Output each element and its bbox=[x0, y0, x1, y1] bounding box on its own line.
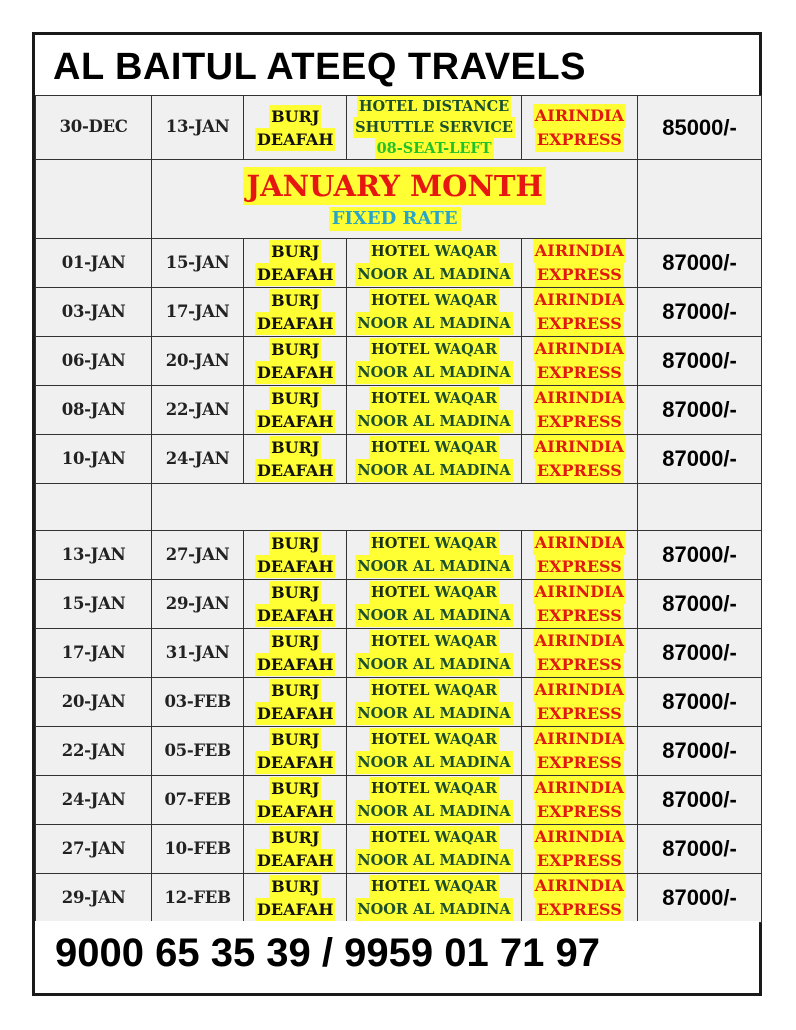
package-price: 87000/- bbox=[638, 580, 762, 629]
return-date: 27-JAN bbox=[152, 531, 244, 580]
departure-date: 27-JAN bbox=[36, 825, 152, 874]
return-date: 17-JAN bbox=[152, 288, 244, 337]
package-price: 87000/- bbox=[638, 874, 762, 923]
return-date: 31-JAN bbox=[152, 629, 244, 678]
makkah-hotel: BURJ DEAFAH bbox=[244, 629, 347, 678]
airline: AIRINDIA EXPRESS bbox=[521, 239, 637, 288]
schedule-table bbox=[35, 95, 762, 923]
makkah-hotel: BURJ DEAFAH bbox=[244, 288, 347, 337]
table-row bbox=[36, 825, 762, 874]
departure-date: 08-JAN bbox=[36, 386, 152, 435]
table-row bbox=[36, 288, 762, 337]
airline: AIRINDIA EXPRESS bbox=[521, 874, 637, 923]
month-banner-row bbox=[36, 160, 762, 239]
return-date: 12-FEB bbox=[152, 874, 244, 923]
seats-left-badge: 08-SEAT-LEFT bbox=[376, 140, 492, 157]
makkah-hotel: BURJ DEAFAH bbox=[244, 531, 347, 580]
contact-numbers: 9000 65 35 39 / 9959 01 71 97 bbox=[35, 921, 759, 993]
madina-hotel: HOTEL WAQAR NOOR AL MADINA bbox=[347, 678, 521, 727]
package-price: 85000/- bbox=[638, 96, 762, 160]
madina-hotel: HOTEL WAQAR NOOR AL MADINA bbox=[347, 435, 521, 484]
return-date: 20-JAN bbox=[152, 337, 244, 386]
table-row bbox=[36, 678, 762, 727]
makkah-hotel: BURJ DEAFAH bbox=[244, 825, 347, 874]
table-row bbox=[36, 580, 762, 629]
return-date: 10-FEB bbox=[152, 825, 244, 874]
madina-hotel: HOTEL WAQAR NOOR AL MADINA bbox=[347, 825, 521, 874]
month-title: JANUARY MONTH bbox=[243, 167, 546, 205]
departure-date: 22-JAN bbox=[36, 727, 152, 776]
package-price: 87000/- bbox=[638, 776, 762, 825]
airline: AIRINDIA EXPRESS bbox=[521, 96, 637, 160]
madina-hotel: HOTEL WAQAR NOOR AL MADINA bbox=[347, 239, 521, 288]
airline: AIRINDIA EXPRESS bbox=[521, 288, 637, 337]
return-date: 29-JAN bbox=[152, 580, 244, 629]
package-price: 87000/- bbox=[638, 288, 762, 337]
madina-hotel: HOTEL WAQAR NOOR AL MADINA bbox=[347, 288, 521, 337]
table-row bbox=[36, 239, 762, 288]
airline: AIRINDIA EXPRESS bbox=[521, 337, 637, 386]
return-date: 03-FEB bbox=[152, 678, 244, 727]
package-price: 87000/- bbox=[638, 678, 762, 727]
airline: AIRINDIA EXPRESS bbox=[521, 386, 637, 435]
departure-date: 13-JAN bbox=[36, 531, 152, 580]
madina-hotel: HOTEL WAQAR NOOR AL MADINA bbox=[347, 386, 521, 435]
madina-hotel: HOTEL WAQAR NOOR AL MADINA bbox=[347, 337, 521, 386]
airline: AIRINDIA EXPRESS bbox=[521, 727, 637, 776]
return-date: 05-FEB bbox=[152, 727, 244, 776]
makkah-hotel: BURJ DEAFAH bbox=[244, 678, 347, 727]
table-row bbox=[36, 337, 762, 386]
departure-date: 20-JAN bbox=[36, 678, 152, 727]
airline: AIRINDIA EXPRESS bbox=[521, 825, 637, 874]
airline: AIRINDIA EXPRESS bbox=[521, 435, 637, 484]
package-price: 87000/- bbox=[638, 825, 762, 874]
departure-date: 06-JAN bbox=[36, 337, 152, 386]
package-price: 87000/- bbox=[638, 386, 762, 435]
departure-date: 29-JAN bbox=[36, 874, 152, 923]
table-row bbox=[36, 531, 762, 580]
table-row bbox=[36, 629, 762, 678]
return-date: 13-JAN bbox=[152, 96, 244, 160]
madina-hotel: HOTEL WAQAR NOOR AL MADINA bbox=[347, 531, 521, 580]
package-price: 87000/- bbox=[638, 337, 762, 386]
month-banner bbox=[152, 160, 638, 239]
return-date: 24-JAN bbox=[152, 435, 244, 484]
airline: AIRINDIA EXPRESS bbox=[521, 678, 637, 727]
departure-date: 15-JAN bbox=[36, 580, 152, 629]
fixed-rate-label: FIXED RATE bbox=[329, 207, 461, 231]
madina-hotel: HOTEL WAQAR NOOR AL MADINA bbox=[347, 727, 521, 776]
makkah-hotel: BURJ DEAFAH bbox=[244, 580, 347, 629]
package-price: 87000/- bbox=[638, 435, 762, 484]
departure-date: 17-JAN bbox=[36, 629, 152, 678]
return-date: 07-FEB bbox=[152, 776, 244, 825]
madina-hotel: HOTEL WAQAR NOOR AL MADINA bbox=[347, 580, 521, 629]
departure-date: 30-DEC bbox=[36, 96, 152, 160]
departure-date: 03-JAN bbox=[36, 288, 152, 337]
table-row bbox=[36, 96, 762, 160]
table-row bbox=[36, 727, 762, 776]
table-row bbox=[36, 874, 762, 923]
makkah-hotel: BURJ DEAFAH bbox=[244, 776, 347, 825]
departure-date: 10-JAN bbox=[36, 435, 152, 484]
airline: AIRINDIA EXPRESS bbox=[521, 776, 637, 825]
makkah-hotel: BURJ DEAFAH bbox=[244, 874, 347, 923]
blank-separator-row bbox=[36, 484, 762, 531]
package-price: 87000/- bbox=[638, 727, 762, 776]
airline: AIRINDIA EXPRESS bbox=[521, 629, 637, 678]
madina-hotel: HOTEL DISTANCE SHUTTLE SERVICE 08-SEAT-LEFT bbox=[347, 96, 521, 160]
airline: AIRINDIA EXPRESS bbox=[521, 580, 637, 629]
table-row bbox=[36, 386, 762, 435]
makkah-hotel: BURJ DEAFAH bbox=[244, 386, 347, 435]
madina-hotel: HOTEL WAQAR NOOR AL MADINA bbox=[347, 776, 521, 825]
flyer-frame bbox=[32, 32, 762, 996]
table-row bbox=[36, 435, 762, 484]
return-date: 15-JAN bbox=[152, 239, 244, 288]
package-price: 87000/- bbox=[638, 239, 762, 288]
madina-hotel: HOTEL WAQAR NOOR AL MADINA bbox=[347, 874, 521, 923]
table-row bbox=[36, 776, 762, 825]
makkah-hotel: BURJ DEAFAH bbox=[244, 239, 347, 288]
departure-date: 24-JAN bbox=[36, 776, 152, 825]
makkah-hotel: BURJ DEAFAH bbox=[244, 435, 347, 484]
departure-date: 01-JAN bbox=[36, 239, 152, 288]
madina-hotel: HOTEL WAQAR NOOR AL MADINA bbox=[347, 629, 521, 678]
makkah-hotel: BURJ DEAFAH bbox=[244, 96, 347, 160]
return-date: 22-JAN bbox=[152, 386, 244, 435]
airline: AIRINDIA EXPRESS bbox=[521, 531, 637, 580]
page-title: AL BAITUL ATEEQ TRAVELS bbox=[53, 46, 586, 88]
package-price: 87000/- bbox=[638, 629, 762, 678]
package-price: 87000/- bbox=[638, 531, 762, 580]
makkah-hotel: BURJ DEAFAH bbox=[244, 727, 347, 776]
makkah-hotel: BURJ DEAFAH bbox=[244, 337, 347, 386]
